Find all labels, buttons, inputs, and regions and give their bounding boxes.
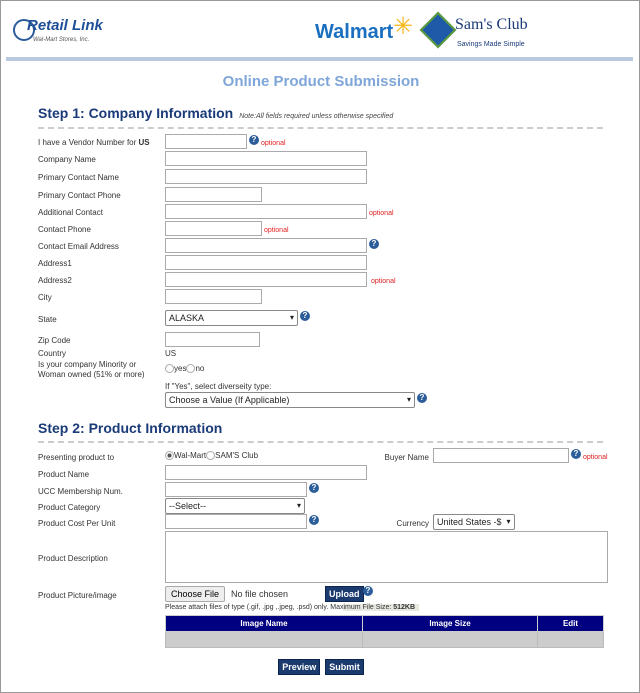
choose-file-button[interactable]: Choose File: [165, 586, 225, 602]
step2-heading: Step 2: Product Information: [38, 420, 223, 436]
sams-club-logo: Sam's Club: [455, 16, 528, 33]
minority-label: Is your company Minority or Woman owned (51% or more): [38, 360, 145, 379]
currency-select[interactable]: [433, 514, 515, 530]
address1-label: Address1: [38, 259, 72, 268]
help-icon[interactable]: ?: [309, 483, 319, 493]
ucc-label: UCC Membership Num.: [38, 487, 123, 496]
retail-link-text: Retail Link: [27, 17, 103, 34]
table-cell: [538, 632, 604, 648]
country-value: US: [165, 349, 177, 358]
walmart-radio[interactable]: [165, 451, 174, 460]
company-name-input[interactable]: [165, 151, 367, 166]
contact-phone-input[interactable]: [165, 221, 262, 236]
zip-input[interactable]: [165, 332, 260, 347]
product-name-input[interactable]: [165, 465, 367, 480]
optional-label: optional: [261, 140, 286, 147]
help-icon[interactable]: ?: [300, 311, 310, 321]
help-icon[interactable]: ?: [249, 135, 259, 145]
city-input[interactable]: [165, 289, 262, 304]
ucc-input[interactable]: [165, 482, 307, 497]
vendor-label-text: I have a Vendor Number for: [38, 138, 139, 147]
yes-label: yes: [174, 364, 187, 373]
file-type-hint: [165, 604, 419, 611]
help-icon[interactable]: ?: [417, 393, 427, 403]
walmart-spark-icon: ✳: [393, 13, 414, 40]
table-cell: [363, 632, 538, 648]
table-header-row: [166, 616, 604, 632]
sams-radio[interactable]: [206, 451, 215, 460]
hint-text: Please attach files of type (.gif, .jpg ,.jpeg, .psd) only. Maximum File Size:: [165, 604, 394, 611]
help-icon[interactable]: ?: [571, 449, 581, 459]
description-textarea[interactable]: [165, 531, 608, 583]
contact-email-label: Contact Email Address: [38, 242, 119, 251]
additional-contact-label: Additional Contact: [38, 208, 103, 217]
presenting-label: Presenting product to: [38, 453, 115, 462]
cost-label: Product Cost Per Unit: [38, 519, 116, 528]
column-image-name: Image Name: [166, 616, 363, 632]
help-icon[interactable]: ?: [369, 239, 379, 249]
step2-divider: [38, 441, 603, 443]
city-label: City: [38, 293, 52, 302]
column-image-size: Image Size: [363, 616, 538, 632]
retail-link-logo: [13, 15, 103, 51]
country-label: Country: [38, 349, 67, 358]
help-icon[interactable]: ?: [309, 515, 319, 525]
contact-phone-label: Contact Phone: [38, 225, 91, 234]
primary-contact-phone-label: Primary Contact Phone: [38, 191, 121, 200]
yes-radio[interactable]: [165, 364, 174, 373]
help-icon[interactable]: ?: [363, 586, 373, 596]
primary-contact-phone-input[interactable]: [165, 187, 262, 202]
vendor-country: US: [138, 138, 150, 147]
file-chooser: [165, 586, 288, 602]
description-label: Product Description: [38, 554, 108, 563]
state-select[interactable]: [165, 310, 298, 326]
state-value: ALASKA: [169, 313, 205, 323]
preview-button[interactable]: Preview: [278, 659, 320, 675]
diversity-label: If "Yes", select diverseity type:: [165, 382, 272, 391]
page-title: Online Product Submission: [222, 73, 420, 90]
walmart-radio-label: Wal-Mart: [174, 451, 207, 460]
step1-divider: [38, 127, 603, 129]
table-row: [166, 632, 604, 648]
optional-label: optional: [369, 210, 394, 217]
address2-input[interactable]: [165, 272, 367, 287]
company-name-label: Company Name: [38, 155, 96, 164]
sams-radio-label: SAM'S Club: [215, 451, 259, 460]
primary-contact-name-input[interactable]: [165, 169, 367, 184]
vendor-number-label: [38, 138, 150, 147]
buyer-name-label: Buyer Name: [384, 453, 429, 462]
state-label: State: [38, 315, 57, 324]
images-table: [165, 615, 604, 648]
currency-value: United States -$: [437, 517, 502, 527]
picture-label: Product Picture/image: [38, 591, 117, 600]
step1-note: Note:All fields required unless otherwise specified: [239, 113, 394, 120]
optional-label: optional: [371, 278, 396, 285]
optional-label: optional: [583, 454, 608, 461]
sams-tagline: Savings Made Simple: [457, 41, 525, 48]
vendor-number-input[interactable]: [165, 134, 247, 149]
sams-diamond-icon: [420, 12, 457, 49]
step1-heading: Step 1: Company Information: [38, 105, 234, 121]
column-edit: Edit: [538, 616, 604, 632]
no-label: no: [195, 364, 205, 373]
additional-contact-input[interactable]: [165, 204, 367, 219]
step1-header: [38, 105, 393, 121]
contact-email-input[interactable]: [165, 238, 367, 253]
submit-button[interactable]: Submit: [325, 659, 364, 675]
diversity-select[interactable]: [165, 392, 415, 408]
address1-input[interactable]: [165, 255, 367, 270]
product-name-label: Product Name: [38, 470, 90, 479]
buyer-name-input[interactable]: [433, 448, 569, 463]
address2-label: Address2: [38, 276, 72, 285]
diversity-value: Choose a Value (If Applicable): [169, 395, 290, 405]
walmart-logo: Walmart: [315, 21, 394, 43]
currency-label: Currency: [396, 519, 429, 528]
category-label: Product Category: [38, 503, 101, 512]
zip-label: Zip Code: [38, 336, 71, 345]
cost-input[interactable]: [165, 514, 307, 529]
presenting-radio-group: [165, 451, 258, 460]
action-buttons: [1, 659, 640, 675]
category-value: --Select--: [169, 501, 207, 511]
upload-button[interactable]: Upload: [325, 586, 364, 602]
max-size: 512KB: [393, 604, 416, 611]
category-select[interactable]: [165, 498, 305, 514]
header-divider: [6, 57, 633, 61]
optional-label: optional: [264, 227, 289, 234]
retail-link-subtitle: Wal-Mart Stores, Inc.: [33, 37, 90, 43]
minority-radio-group: [165, 364, 204, 373]
primary-contact-name-label: Primary Contact Name: [38, 173, 119, 182]
no-file-text: No file chosen: [231, 589, 289, 599]
table-cell: [166, 632, 363, 648]
